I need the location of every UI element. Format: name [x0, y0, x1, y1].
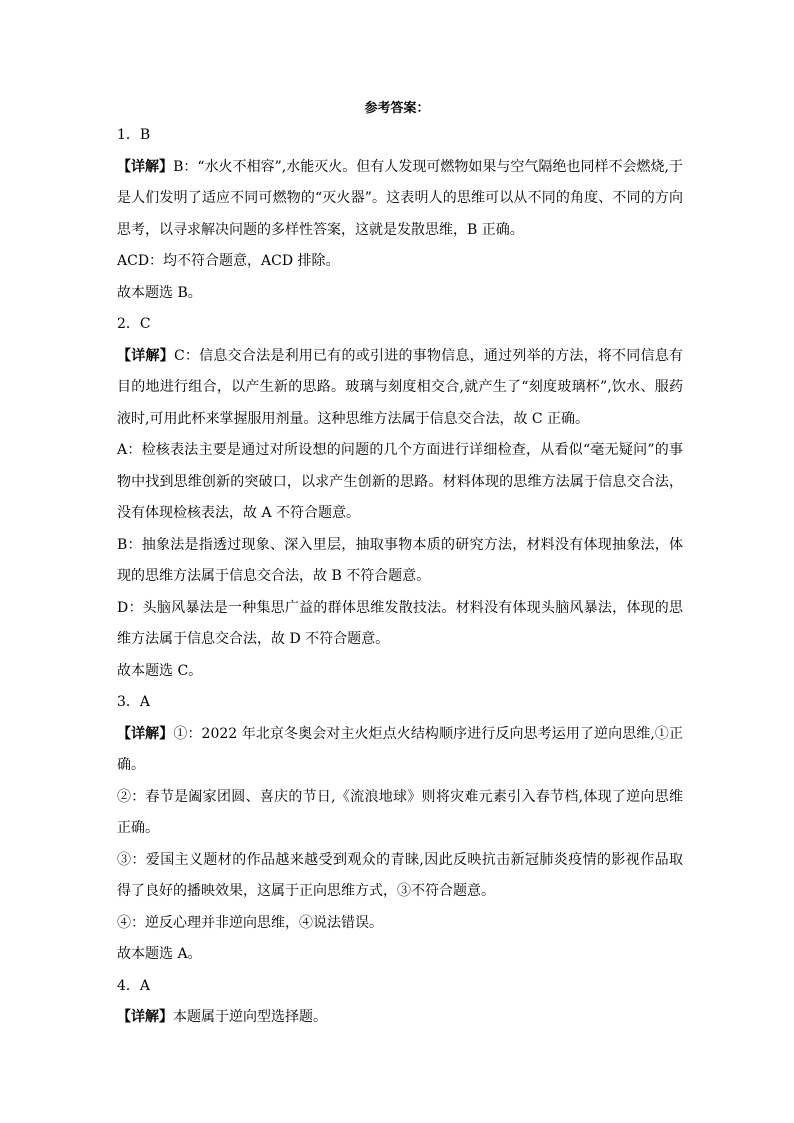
- answer-content: [117, 120, 683, 1034]
- question-3-line: 确。: [117, 757, 145, 773]
- question-1-number: 1．B: [117, 127, 151, 143]
- question-2-line: 目的地进行组合，以产生新的思路。玻璃与刻度相交合,就产生了“刻度玻璃杯”,饮水、服药: [117, 379, 683, 395]
- detail-tag: 【详解】: [117, 347, 174, 364]
- question-3-line: [117, 719, 683, 751]
- question-2-line: 现的思维方法属于信息交合法，故 B 不符合题意。: [117, 568, 431, 584]
- question-3-line: 正确。: [117, 820, 159, 836]
- detail-tag: 【详解】: [117, 725, 174, 742]
- question-2-line: A：检核表法主要是通过对所设想的问题的几个方面进行详细检查，从看似“毫无疑问”的事: [117, 442, 683, 458]
- question-1-conclusion: 故本题选 B。: [117, 284, 202, 301]
- question-2-line: B：抽象法是指透过现象、深入里层，抽取事物本质的研究方法，材料没有体现抽象法，体: [117, 536, 683, 553]
- question-1-line: [117, 152, 683, 184]
- page-title: 参考答案：: [364, 101, 430, 116]
- question-1-line: ACD：均不符合题意，ACD 排除。: [117, 253, 340, 269]
- question-2-line: [117, 341, 683, 373]
- detail-tag: 【详解】: [117, 158, 174, 175]
- question-3-line: 得了良好的播映效果，这属于正向思维方式，③不符合题意。: [117, 883, 495, 899]
- question-3-number: 3．A: [117, 694, 151, 710]
- question-2-line: D：头脑风暴法是一种集思广益的群体思维发散技法。材料没有体现头脑风暴法，体现的思: [117, 599, 683, 616]
- question-3-line: ②：春节是阖家团圆、喜庆的节日,《流浪地球》则将灾难元素引入春节档,体现了逆向思维: [117, 788, 683, 805]
- question-2-conclusion: 故本题选 C。: [117, 662, 203, 679]
- question-2-line: 没有体现检核表法，故 A 不符合题意。: [117, 505, 361, 521]
- question-4-line: [117, 1002, 683, 1034]
- question-2-number: 2．C: [117, 316, 151, 332]
- question-2-line: 液时,可用此杯来掌握服用剂量。这种思维方法属于信息交合法，故 C 正确。: [117, 410, 590, 427]
- answer-text: ①：2022 年北京冬奥会对主火炬点火结构顺序进行反向思考运用了逆向思维,①正: [173, 725, 683, 742]
- question-4-number: 4．A: [117, 977, 151, 994]
- question-3-line: ③：爱国主义题材的作品越来越受到观众的青睐,因此反映抗击新冠肺炎疫情的影视作品取: [117, 851, 683, 868]
- question-1-line: 思考，以寻求解决问题的多样性答案，这就是发散思维，B 正确。: [117, 221, 524, 238]
- question-2-line: 维方法属于信息交合法，故 D 不符合题意。: [117, 631, 390, 647]
- question-3-conclusion: 故本题选 A。: [117, 946, 202, 962]
- question-1-line: 是人们发明了适应不同可燃物的“灭火器”。这表明人的思维可以从不同的角度、不同的方向: [117, 190, 683, 206]
- question-2-line: 物中找到思维创新的突破口，以求产生创新的思路。材料体现的思维方法属于信息交合法，: [117, 473, 683, 490]
- detail-tag: 【详解】: [117, 1009, 173, 1025]
- question-3-line: ④：逆反心理并非逆向思维，④说法错误。: [117, 914, 383, 931]
- answer-text: C：信息交合法是利用已有的或引进的事物信息，通过列举的方法，将不同信息有: [173, 347, 683, 364]
- answer-text: B：“水火不相容”,水能灭火。但有人发现可燃物如果与空气隔绝也同样不会燃烧,于: [173, 158, 683, 175]
- answer-text: 本题属于逆向型选择题。: [173, 1009, 327, 1025]
